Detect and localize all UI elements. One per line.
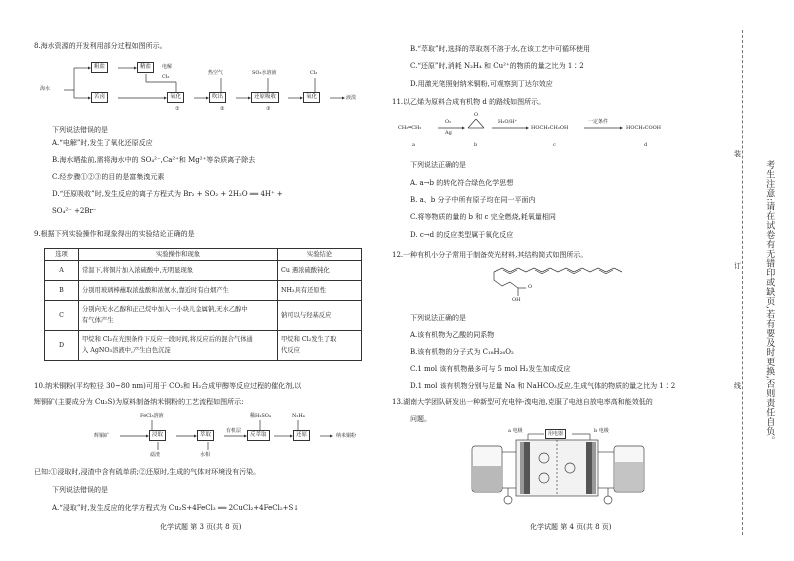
q8-option-d-line2: SO₄²⁻ +2Br⁻ — [52, 207, 97, 215]
q10-stem-line1: 10.纳米铜粉(平均粒径 30~80 nm)可用于 CO₂和 H₂合成甲醇等反应过程的催化剂,以 — [34, 382, 302, 390]
table-row — [45, 281, 362, 301]
q12-option-b: B.该有机物的分子式为 C₁₈H₂₆O₂ — [410, 348, 514, 356]
q8-step2: ② — [220, 106, 225, 112]
q10-box-leach: 浸取 — [149, 430, 166, 441]
q8-box-oxidize2: 氧化 — [303, 92, 320, 103]
q12-tail — [494, 272, 518, 296]
binding-char-ding: 订 — [734, 262, 741, 270]
q10-aqueous: 水相 — [200, 452, 211, 458]
q12-prompt: 下列说法正确的是 — [410, 314, 466, 322]
q10-product: 纳米铜粉 — [336, 433, 357, 439]
q10-option-b: B.“萃取”时,选择的萃取剂不溶于水,在该工艺中可循环使用 — [410, 45, 590, 53]
q11-d-formula: HOCH₂COOH — [626, 125, 662, 131]
q12-option-a: A.该有机物为乙酸的同系物 — [410, 331, 495, 339]
q10-residue: 滤渣 — [150, 452, 161, 458]
q8-option-b: B.海水晒盐前,需将海水中的 SO₄²⁻,Ca²⁺和 Mg²⁺等杂质离子除去 — [52, 156, 256, 164]
q12-chain — [494, 268, 622, 272]
q9-row-c-op — [79, 301, 278, 331]
q9-row-d-op — [79, 331, 278, 361]
q8-box-reduce-absorb: 还原吸收 — [251, 92, 279, 103]
q11-route — [398, 114, 718, 150]
q12-atom-o: O — [528, 284, 533, 290]
q9-row-d-con — [278, 331, 362, 361]
q9-row-a-op: 常温下,将铜片加入浓硫酸中,无明显现象 — [79, 261, 278, 281]
q11-a-formula: CH₂═CH₂ — [398, 125, 422, 131]
q9-row-b-con: NH₃具有还原性 — [278, 281, 362, 301]
q10-box-back-extract: 反萃取 — [247, 430, 270, 441]
q11-c-formula: HOCH₂CH₂OH — [531, 125, 569, 131]
q11-option-b: B. a、b 分子中所有原子均在同一平面内 — [410, 196, 536, 204]
q12-structure — [492, 266, 642, 306]
q10-prompt: 下列说法错误的是 — [52, 486, 108, 494]
binding-char-zhuang: 装 — [734, 150, 741, 158]
q8-hot-air: 热空气 — [208, 70, 224, 76]
q9-header-conclusion: 实验结论 — [278, 249, 362, 261]
q9-row-d-con-line2: 代反应 — [281, 347, 300, 354]
q9-row-c-con: 钠可以与羟基反应 — [278, 301, 362, 331]
footer-page-4: 化学试题 第 4 页(共 8 页) — [530, 523, 612, 531]
q9-row-d-op-line2: 入 AgNO₃溶液中,产生白色沉淀 — [82, 347, 171, 354]
table-row — [45, 301, 362, 331]
q9-header-operation: 实验操作和现象 — [79, 249, 278, 261]
binding-notice: 考生注意:请在试卷有无错印或缺页,若有要及时更换,否则责任自负。 — [764, 160, 775, 446]
q10-flow-diagram — [94, 413, 357, 462]
q8-electrolysis: 电解 — [162, 64, 173, 70]
q11-label-c: c — [553, 142, 556, 148]
q13-label-load: 用电器 — [545, 429, 566, 439]
footer-page-3: 化学试题 第 3 页(共 8 页) — [160, 523, 242, 531]
q8-step3: ③ — [266, 106, 271, 112]
binding-char-xian: 线 — [734, 382, 741, 390]
q10-box-reduce: 还原 — [293, 430, 310, 441]
q8-box-coarse-salt: 粗盐 — [91, 62, 108, 73]
q9-row-c-op-line1: 分别向无水乙醇和正己烷中加入一小块儿金属钠,无水乙醇中 — [82, 306, 248, 314]
q8-liquid-br: 液溴 — [346, 95, 357, 101]
q13-stem-line1: 13.湖南大学团队研发出一种新型可充电锌-溴电池,克服了电池自放电率高和能效低的 — [392, 398, 653, 406]
q9-row-d-opt: D — [45, 331, 79, 361]
q8-prompt: 下列说法错误的是 — [52, 126, 108, 134]
q9-row-d-con-line1: 甲烷和 Cl₂发生了取 — [281, 336, 337, 344]
q8-option-a: A.“电解”时,发生了氧化还原反应 — [52, 139, 153, 147]
q10-organic: 有机层 — [226, 428, 242, 434]
q9-row-a-con: Cu 遇浓硫酸钝化 — [278, 261, 362, 281]
q11-o2: O₂ — [445, 119, 452, 125]
q8-box-oxidize1: 氧化 — [167, 92, 184, 103]
q10-stem-line2: 辉铜矿(主要成分为 Cu₂S)为原料制备纳米铜粉的工艺流程如图所示: — [34, 398, 244, 406]
q10-n2h4: N₂H₄ — [292, 413, 305, 419]
q13-label-b-electrode: b 电极 — [594, 428, 609, 434]
q11-prompt: 下列说法正确的是 — [410, 161, 466, 169]
q10-ore: 辉铜矿 — [94, 433, 110, 439]
q10-fecl3: FeCl₃溶液 — [140, 413, 164, 419]
q13-battery-diagram — [468, 428, 648, 510]
q10-box-extract: 萃取 — [197, 430, 214, 441]
q11-label-b: b — [474, 142, 478, 148]
q9-stem: 9.根据下列实验操作和现象得出的实验结论正确的是 — [34, 230, 195, 238]
q9-row-b-opt: B — [45, 281, 79, 301]
q9-row-d-op-line1: 甲烷和 Cl₂在光照条件下反应一段时间,将反应后的混合气体通 — [82, 336, 253, 344]
q11-option-a: A. a→b 的转化符合绿色化学思想 — [410, 179, 514, 187]
q8-option-d-line1: D.“还原吸收”时,发生反应的离子方程式为 Br₂ + SO₂ + 2H₂O ══ 4H⁺ + — [52, 190, 283, 198]
q12-atom-oh: OH — [512, 297, 521, 303]
q9-row-c-opt: C — [45, 301, 79, 331]
table-row — [45, 261, 362, 281]
q11-stem: 11.以乙烯为原料合成有机物 d 的路线如图所示。 — [392, 98, 546, 106]
q11-label-d: d — [644, 142, 648, 148]
q9-row-a-opt: A — [45, 261, 79, 281]
q8-cl2-in: Cl₂ — [310, 70, 318, 76]
q10-note: 已知:①浸取时,浸渣中含有硫单质;②还原时,生成的气体对环境没有污染。 — [34, 468, 261, 476]
q11-h2o: H₂O/H⁺ — [498, 119, 518, 125]
q12-option-d: D.1 mol 该有机物分别与足量 Na 和 NaHCO₃反应,生成气体的物质的量之比为 1∶2 — [410, 382, 676, 390]
q13-stem-line2: 问题。 — [410, 415, 431, 423]
q8-flow-diagram — [34, 54, 364, 124]
q8-seawater: 海水 — [40, 86, 51, 92]
q11-option-c: C.将等物质的量的 b 和 c 完全燃烧,耗氧量相同 — [410, 213, 556, 221]
q9-row-b-op: 分别用玻璃棒蘸取浓盐酸和浓氨水,靠近时有白烟产生 — [79, 281, 278, 301]
table-row — [45, 331, 362, 361]
q11-label-a: a — [412, 142, 415, 148]
q11-b-o-atom: O — [474, 112, 479, 118]
q8-box-brine: 苦卤 — [91, 92, 108, 103]
left-column — [34, 40, 374, 550]
q12-option-c: C.1 mol 该有机物最多可与 5 mol H₂发生加成反应 — [410, 365, 571, 373]
q13-label-a-electrode: a 电极 — [508, 428, 523, 434]
q8-stem: 8.海水资源的开发利用部分过程如图所示。 — [34, 42, 167, 50]
q13-battery-svg — [468, 432, 648, 510]
q11-option-d: D. c→d 的反应类型属于氧化反应 — [410, 231, 514, 239]
q9-table — [44, 248, 362, 361]
right-column — [392, 40, 727, 550]
q10-option-a: A.“浸取”时,发生反应的化学方程式为 Cu₂S+4FeCl₃ ══ 2CuCl₂+4FeCl₂+S↓ — [52, 504, 300, 512]
q8-option-c: C.经步骤①②③的目的是富集溴元素 — [52, 173, 165, 181]
binding-dashed-line — [742, 30, 743, 535]
q8-so2-solution: SO₂水溶液 — [252, 70, 277, 76]
q10-option-d: D.用激光笔照射纳米铜粉,可观察到丁达尔效应 — [410, 80, 553, 88]
q10-option-c: C.“还原”时,消耗 N₂H₄ 和 Cu²⁺的物质的量之比为 1∶2 — [410, 62, 584, 70]
q11-condition: 一定条件 — [588, 119, 609, 125]
q8-box-pure-salt: 精盐 — [137, 62, 154, 73]
q8-box-blow-out: 吹出 — [209, 92, 226, 103]
q8-step1: ① — [175, 106, 180, 112]
q9-row-c-op-line2: 有气体产生 — [82, 317, 114, 324]
q8-cl2-out: Cl₂ — [162, 74, 170, 80]
q9-table-header — [45, 249, 362, 261]
q9-header-option: 选项 — [45, 249, 79, 261]
q11-ag: Ag — [445, 130, 452, 136]
q12-stem: 12.一种有机小分子常用于制备荧光材料,其结构简式如图所示。 — [392, 251, 588, 259]
q10-h2so4: 稀H₂SO₄ — [250, 413, 271, 419]
q8-flow-lines — [34, 54, 364, 124]
